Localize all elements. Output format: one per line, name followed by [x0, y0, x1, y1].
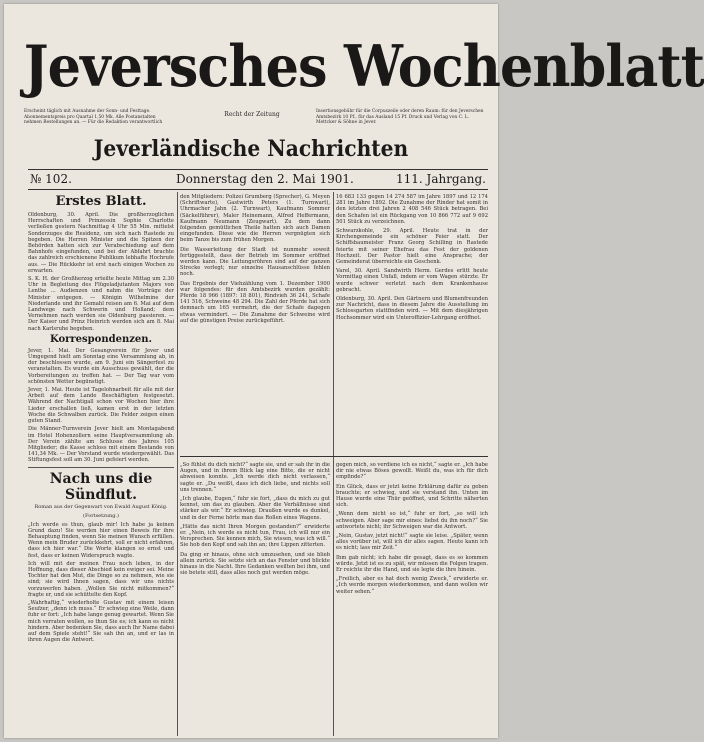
story-paragraph: „Wenn dem nicht so ist,“ fuhr er fort, „so will ich schweigen. Aber sage mir eines: liebst du ihn noch?“ Sie antwortete nicht; ihr Schweigen war die Antwort. — [336, 511, 488, 530]
story-continued: (Fortsetzung.) — [83, 512, 119, 519]
bottom-rule — [28, 189, 488, 190]
article-paragraph: Jever, 1. Mai. Heute ist Tagelohnarbeit für alle mit der Arbeit auf dem Lande Beschäftigten festgesetzt. Während der Nachtigall schon vor Wochen hier ihre Lieder erschallen ließ, kamen erst in der letzten Woche die Schwalben zurück. Die Felder zeigen einen guten Stand. — [28, 387, 174, 425]
story-paragraph: Da ging er hinaus, ohne sich umzusehen, und sie blieb allein zurück. Sie setzte sich an das Fenster und blickte hinaus in die Nacht. Ihre Gedanken weilten bei ihm, und sie betete still, dass alles noch gut werden möge. — [180, 551, 330, 577]
story-paragraph: „Freilich, aber es hat doch wenig Zweck,“ erwiderte er. „Ich werde morgen wiederkommen, und dann wollen wir weiter sehen.“ — [336, 576, 488, 595]
issue-number: № 102. — [30, 172, 72, 186]
article-paragraph: 16 683 133 gegen 14 274 587 im Jahre 1897 und 12 174 281 im Jahre 1892. Die Zunahme der Rinder hat somit in den letzten drei Jahren 2 408 546 Stück betragen. Bei den Schafen ist ein Rückgang von 10 866 772 auf 9 692 501 Stück zu verzeichnen. — [336, 194, 488, 225]
newspaper-page — [4, 4, 704, 738]
story-paragraph: „So fühlst du dich nicht?“ sagte sie, und er sah ihr in die Augen, und in ihrem Blick lag eine Bitte, die er nicht abweisen konnte. „Ich werde dich nicht verlassen,“ sagte er. „Du weißt, dass ich dich liebe, und nichts soll uns trennen.“ — [180, 462, 330, 493]
subscription-note: Erscheint täglich mit Ausnahme der Sonn- und Festtage. Abonnementspreis pro Quartal 1,50 Mk. Alle Postanstalten nehmen Bestellungen an. — Für die Redaktion verantwortlich — [24, 109, 163, 126]
divider — [28, 467, 174, 468]
article-paragraph: Varel, 30. April. Sandwirth Herm. Gerdes erlitt heute Vormittag einen Unfall, indem er vom Wagen stürzte. Er wurde schwer verletzt nach dem Krankenhause gebracht. — [336, 268, 488, 293]
story-paragraph: „Hätte das nicht Ihren Morgen gestanden?“ erwiderte er. „Nein, ich werde es nicht tun, Frau, ich will nur ein Versprechen. Sie kennen mich, Sie wissen, was ich will.“ Sie hob den Kopf und sah ihn an; ihre Lippen zitterten. — [180, 523, 330, 549]
article-paragraph: Die Wasserleitung der Stadt ist nunmehr soweit fertiggestellt, dass der Betrieb im Sommer eröffnet werden kann. Die Leitungsröhren sind auf der ganzen Strecke verlegt; nur einzelne Hausanschlüsse fehlen noch. — [180, 246, 330, 278]
article-paragraph: den Mitgliedern: Polizei Grumberg (Sprecher), G. Meyen (Schriftwarte), Gastwirth Peters (1. Turnwart), Uhrmacher Jahn (2. Turnwart), Kaufmann Sommer (Säckelführer), Maler Heinemann, Alfred Heffermann, Kaufmann Neumann (Zeugwart). Zu dem dann folgenden gemütlichen Theile hatten sich auch Damen eingefunden. Diese wie die Herren vergnügten sich beim Tanze bis zum frühen Morgen. — [180, 194, 330, 244]
story-paragraph: „Ich glaube, Eugen,“ fuhr sie fort, „dass du mich zu gut kennst, um das zu glauben. Aber die Verhältnisse sind stärker als wir.“ Er schwieg. Draußen wurde es dunkel, und in der Ferne hörte man das Rollen eines Wagens. — [180, 496, 330, 521]
article-paragraph: Das Ergebnis der Viehzählung vom 1. Dezember 1900 war folgendes: für den Amtsbezirk wurden gezählt: Pferde 18 966 (1897: 18 801), Rindvieh 36 241, Schafe 141 516, Schweine 48 294. Die Zahl der Pferde hat sich demnach um 165 vermehrt, die der Schafe dagegen etwas vermindert. — Die Zunahme der Schweine wird auf die günstigen Preise zurückgeführt. — [180, 280, 330, 324]
article-paragraph: Oldenburg, 30. April. Den Gärtnern und Blumenfreunden zur Nachricht, dass in diesem Jahre die Ausstellung im Schlossgarten stattfinden wird. — Mit dem diesjährigen Hochsommer wird ein Unteroffizier-Lehrgang eröffnet. — [336, 296, 488, 321]
section-title: Korrespondenzen. — [49, 333, 153, 345]
column-2-feuilleton — [180, 462, 330, 734]
section-title: Erstes Blatt. — [55, 194, 147, 209]
feuilleton-rule — [180, 456, 488, 457]
top-rule — [28, 169, 488, 170]
story-paragraph: gegen mich, so verdiene ich es nicht,“ sagte er. „Ich habe dir nie etwas Böses gewollt. Weißt du, was ich für dich empfinde?“ — [336, 462, 488, 481]
article-paragraph: S. K. H. der Großherzog erteilte heute Mittag um 2.30 Uhr in Begleitung des Flügeladjutanten Majors von Lenthe ... Audienzen und nahm die Vorträge der Minister entgegen. — Königin Wilhelmine der Niederlande und ihr Gemahl reisen am 6. Mai auf dem Landwege nach Schwerin und Holland; dem Vernehmen nach werden sie Oldenburg passieren. — Der Kaiser und Prinz Heinrich werden sich am 8. Mai nach Karlsruhe begeben. — [28, 276, 174, 332]
column-3 — [336, 194, 488, 452]
issue-info-bar — [28, 172, 488, 188]
story-paragraph: Ihm gab nicht; ich habe dir gesagt, dass es so kommen würde. Jetzt ist es zu spät, wir müssen die Folgen tragen. Er reichte ihr die Hand, und sie legte die ihre hinein. — [336, 554, 488, 574]
subtitle: Jeverländische Nachrichten — [93, 136, 409, 162]
issue-date: Donnerstag den 2. Mai 1901. — [176, 172, 354, 186]
story-paragraph: „Ich werde es thun, glaub mir! Ich habe ja keinen Grund dazu! Sie werden hier einen Beweis für ihre Behauptung finden, wenn Sie meinen Wunsch erfüllen. Wenn mein Bruder zurückkehrt, soll er nicht erfahren, dass ich hier war.“ Die Worte klangen so ernst und fest, dass er keinen Widerspruch wagte. — [28, 521, 174, 559]
article-paragraph: Oldenburg, 30. April. Die großherzoglichen Herrschaften und Prinzessin Sophie Charlotte verließen gestern Nachmittag 4 Uhr 55 Min. mittelst Sonderzuges die Residenz, um sich nach Rastede zu begeben. Die Herren Minister und die Spitzen der Behörden hatten sich zur Verabschiedung auf dem Bahnhofe eingefunden, und bei der Abfahrt brachte das zahlreich erschienene Publikum lebhafte Hochrufe aus. — Die Rückkehr ist erst nach einigen Wochen zu erwarten. — [28, 212, 174, 274]
story-title: Nach uns die Sündflut. — [49, 470, 153, 503]
story-credit: Roman aus der Gegenwart von Ewald August König. — [34, 503, 168, 510]
article-paragraph: Die Männer-Turnverein Jever hielt am Montagabend im Hotel Hohenzollern seine Hauptversammlung ab. Der Verein zählte am Schlusse des Jahres 105 Mitglieder; die Kasse schloss mit einem Bestande von 141,34 Mk. — Der Vorstand wurde wiedergewählt. Das Stiftungsfest soll am 30. Juni gefeiert werden. — [28, 426, 174, 464]
story-paragraph: „Nein, Gustav, jetzt nicht!“ sagte sie leise. „Später, wenn alles vorüber ist, will ich dir alles sagen. Heute kann ich es nicht; lass mir Zeit.“ — [336, 533, 488, 552]
advertising-note: Insertionsgebühr für die Corpuszeile oder deren Raum: für den Jeverschen Amtsbezirk 10 Pf., für das Ausland 15 Pf. Druck und Verlag von C. L. Mettcker & Söhne in Jever. — [316, 109, 484, 126]
story-paragraph: Ich will mit der meinen Frau noch leben, in der Hoffnung, dass dieser Abschied kein ewiger sei. Meine Tochter hat den Mut, die Dinge so zu nehmen, wie sie sind; sie wird Ihnen sagen, dass wir uns nichts vorzuwerfen haben. „Wollen Sie nicht mitkommen?“ fragte er, und sie schüttelte den Kopf. — [28, 560, 174, 598]
story-paragraph: Ein Glück, dass er jetzt keine Erklärung dafür zu geben brauchte; er schwieg, und sie verstand ihn. Unten im Hause wurde eine Thür geöffnet, und Schritte näherten sich. — [336, 483, 488, 509]
column-divider — [177, 192, 178, 736]
article-paragraph: Schwarzkohle, 29. April. Heute trat in der Kirchengemeinde ein schöner Feier statt. Der Schiffsbaumeister Franz Georg Schilling in Rastede feierte mit seiner Ehefrau das Fest der goldenen Hochzeit. Der Pastor hielt eine Ansprache; der Gemeinderat überreichte ein Geschenk. — [336, 228, 488, 266]
volume-number: 111. Jahrgang. — [395, 172, 486, 186]
column-2 — [180, 194, 330, 452]
article-paragraph: Jever, 1. Mai. Der Gesangverein für Jever und Umgegend hielt am Sonntag eine Versammlung ab, in der beschlossen wurde, am 9. Juni ein Sängerfest zu veranstalten. Es wurde ein Ausschuss gewählt, der die Vorbereitungen zu treffen hat. — Der Tag war vom schönsten Wetter begünstigt. — [28, 347, 174, 385]
column-1 — [28, 194, 174, 734]
column-3-feuilleton — [336, 462, 488, 734]
column-divider — [333, 192, 334, 736]
masthead-title: Jeversches Wochenblatt — [23, 33, 704, 100]
story-paragraph: „Wahrhaftig,“ wiederholte Gustav mit einem leisen Seufzer, „denn ich muss.“ Er schwieg eine Weile, dann fuhr er fort: „Ich habe lange genug gewartet. Wenn Sie mich verraten wollen, so thun Sie es; ich kann es nicht hindern. Aber bedenken Sie, dass auch Ihr Name dabei auf dem Spiele steht!“ Sie sah ihn an, und er las in ihren Augen die Antwort. — [28, 599, 174, 644]
rights-note: Recht der Zeitung — [224, 111, 280, 118]
